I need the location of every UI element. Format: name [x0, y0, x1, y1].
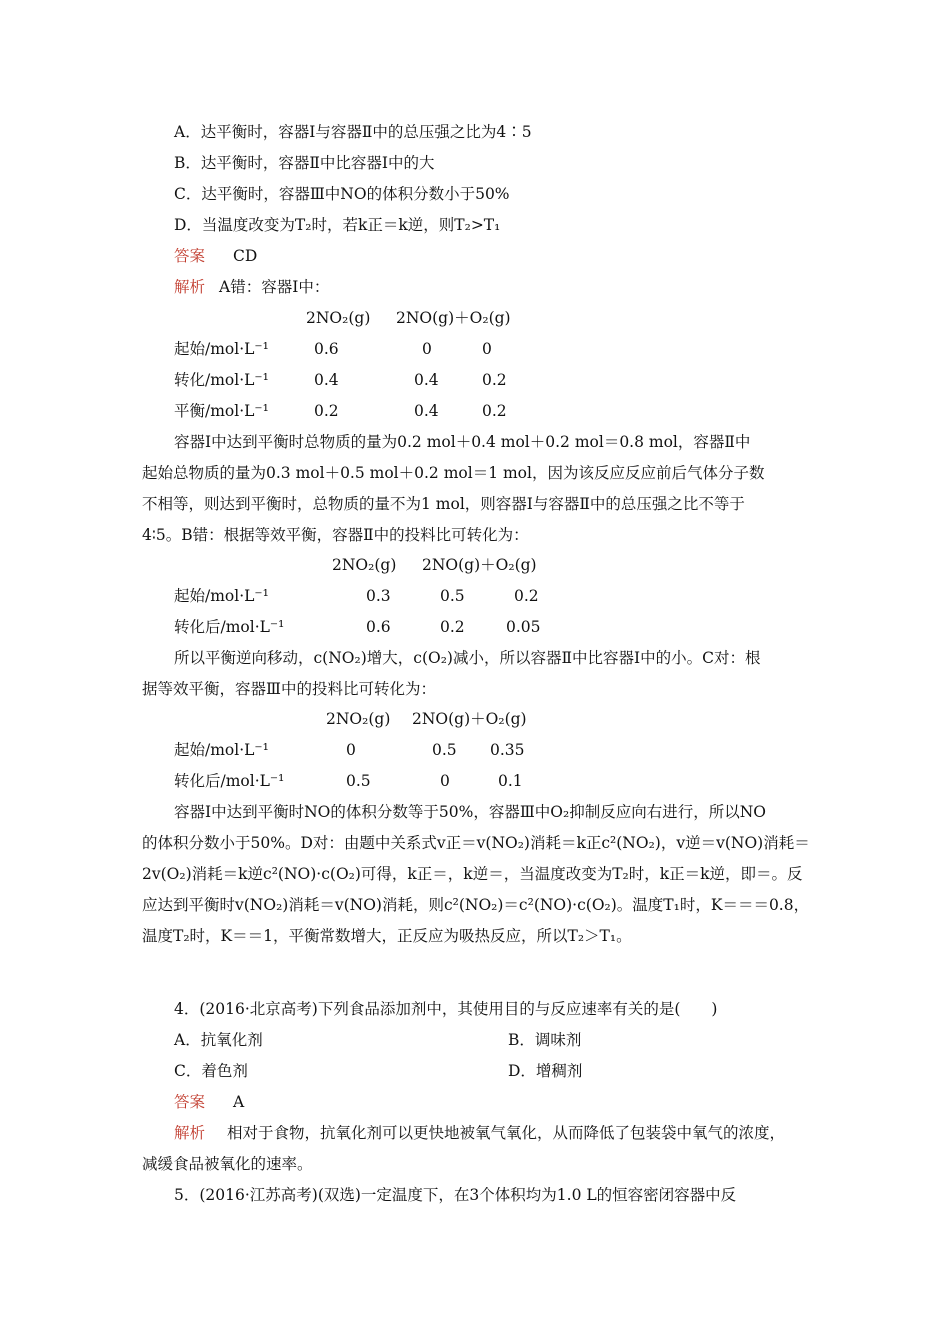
q4-option-c: C．着色剂 [174, 1062, 248, 1080]
q4-option-b: B．调味剂 [508, 1031, 582, 1049]
cell-value: 0.2 [314, 402, 339, 420]
paragraph-line: 容器Ⅰ中达到平衡时NO的体积分数等于50%，容器Ⅲ中O₂抑制反应向右进行，所以NO [174, 803, 766, 821]
cell-value: 0.4 [314, 371, 339, 389]
cell-value: 0.5 [440, 587, 465, 605]
paragraph-line: 2v(O₂)消耗＝k逆c²(NO)·c(O₂)可得，k正＝，k逆＝，当温度改变为T₂时，k正＝k逆，即＝。反 [142, 865, 803, 883]
paragraph-line: 的体积分数小于50%。D对：由题中关系式v正＝v(NO₂)消耗＝k正c²(NO₂)，v逆＝v(NO)消耗＝ [142, 834, 810, 852]
row-label: 平衡/mol·L⁻¹ [174, 402, 269, 420]
cell-value: 0.05 [506, 618, 541, 636]
cell-value: 0.6 [366, 618, 391, 636]
answer-value: CD [233, 247, 258, 265]
paragraph-line: 减缓食品被氧化的速率。 [142, 1155, 313, 1173]
cell-value: 0 [346, 741, 356, 759]
paragraph-line: 应达到平衡时v(NO₂)消耗＝v(NO)消耗，则c²(NO₂)＝c²(NO)·c(O₂)。温度T₁时，K＝＝＝0.8， [142, 896, 810, 914]
header-products: 2NO(g)＋O₂(g) [396, 309, 511, 327]
cell-value: 0.4 [414, 371, 439, 389]
q4-option-a: A．抗氧化剂 [174, 1031, 263, 1049]
answer-value: A [233, 1093, 245, 1111]
cell-value: 0 [422, 340, 432, 358]
paragraph-line: 不相等，则达到平衡时，总物质的量不为1 mol，则容器Ⅰ与容器Ⅱ中的总压强之比不等于 [142, 495, 745, 513]
row-label: 起始/mol·L⁻¹ [174, 340, 269, 358]
row-label: 转化/mol·L⁻¹ [174, 371, 269, 389]
q3-option-d: D．当温度改变为T₂时，若k正＝k逆，则T₂>T₁ [174, 216, 501, 234]
row-label: 转化后/mol·L⁻¹ [174, 618, 285, 636]
cell-value: 0.3 [366, 587, 391, 605]
header-products: 2NO(g)＋O₂(g) [422, 556, 537, 574]
q5-stem: 5．(2016·江苏高考)(双选)一定温度下，在3个体积均为1.0 L的恒容密闭容器中反 [174, 1186, 737, 1204]
cell-value: 0.4 [414, 402, 439, 420]
header-reactant: 2NO₂(g) [332, 556, 397, 574]
answer-label: 答案 [174, 1093, 206, 1111]
q3-option-a: A．达平衡时，容器Ⅰ与容器Ⅱ中的总压强之比为4∶5 [174, 123, 532, 141]
cell-value: 0.5 [432, 741, 457, 759]
header-reactant: 2NO₂(g) [306, 309, 371, 327]
cell-value: 0.2 [440, 618, 465, 636]
analysis-label: 解析 [174, 278, 206, 296]
q3-answer-line [174, 244, 257, 268]
cell-value: 0 [482, 340, 492, 358]
paragraph-line: 据等效平衡，容器Ⅲ中的投料比可转化为： [142, 680, 436, 698]
q3-option-b: B．达平衡时，容器Ⅱ中比容器Ⅰ中的大 [174, 154, 435, 172]
q4-option-d: D．增稠剂 [508, 1062, 583, 1080]
analysis-intro: A错：容器Ⅰ中： [219, 278, 330, 296]
header-reactant: 2NO₂(g) [326, 710, 391, 728]
paragraph-line: 容器Ⅰ中达到平衡时总物质的量为0.2 mol＋0.4 mol＋0.2 mol＝0.8 mol，容器Ⅱ中 [174, 433, 751, 451]
header-products: 2NO(g)＋O₂(g) [412, 710, 527, 728]
cell-value: 0.35 [490, 741, 525, 759]
paragraph-line: 所以平衡逆向移动，c(NO₂)增大，c(O₂)减小，所以容器Ⅱ中比容器Ⅰ中的小。C对：根 [174, 649, 761, 667]
analysis-label: 解析 [174, 1124, 206, 1142]
q3-analysis-line [174, 275, 329, 299]
paragraph-line: 4∶5。B错：根据等效平衡，容器Ⅱ中的投料比可转化为： [142, 526, 529, 544]
cell-value: 0.5 [346, 772, 371, 790]
q3-option-c: C．达平衡时，容器Ⅲ中NO的体积分数小于50% [174, 185, 510, 203]
q4-analysis-line [174, 1121, 785, 1145]
row-label: 起始/mol·L⁻¹ [174, 741, 269, 759]
analysis-text: 相对于食物，抗氧化剂可以更快地被氧气氧化，从而降低了包装袋中氧气的浓度， [227, 1124, 786, 1142]
cell-value: 0 [440, 772, 450, 790]
cell-value: 0.2 [482, 402, 507, 420]
answer-label: 答案 [174, 247, 206, 265]
paragraph-line: 温度T₂时，K＝＝1，平衡常数增大，正反应为吸热反应，所以T₂＞T₁。 [142, 927, 632, 945]
paragraph-line: 起始总物质的量为0.3 mol＋0.5 mol＋0.2 mol＝1 mol，因为该反应反应前后气体分子数 [142, 464, 765, 482]
q4-answer-line [174, 1090, 244, 1114]
cell-value: 0.2 [482, 371, 507, 389]
cell-value: 0.2 [514, 587, 539, 605]
q4-stem: 4．(2016·北京高考)下列食品添加剂中，其使用目的与反应速率有关的是( ) [174, 1000, 718, 1018]
row-label: 起始/mol·L⁻¹ [174, 587, 269, 605]
cell-value: 0.1 [498, 772, 523, 790]
row-label: 转化后/mol·L⁻¹ [174, 772, 285, 790]
cell-value: 0.6 [314, 340, 339, 358]
